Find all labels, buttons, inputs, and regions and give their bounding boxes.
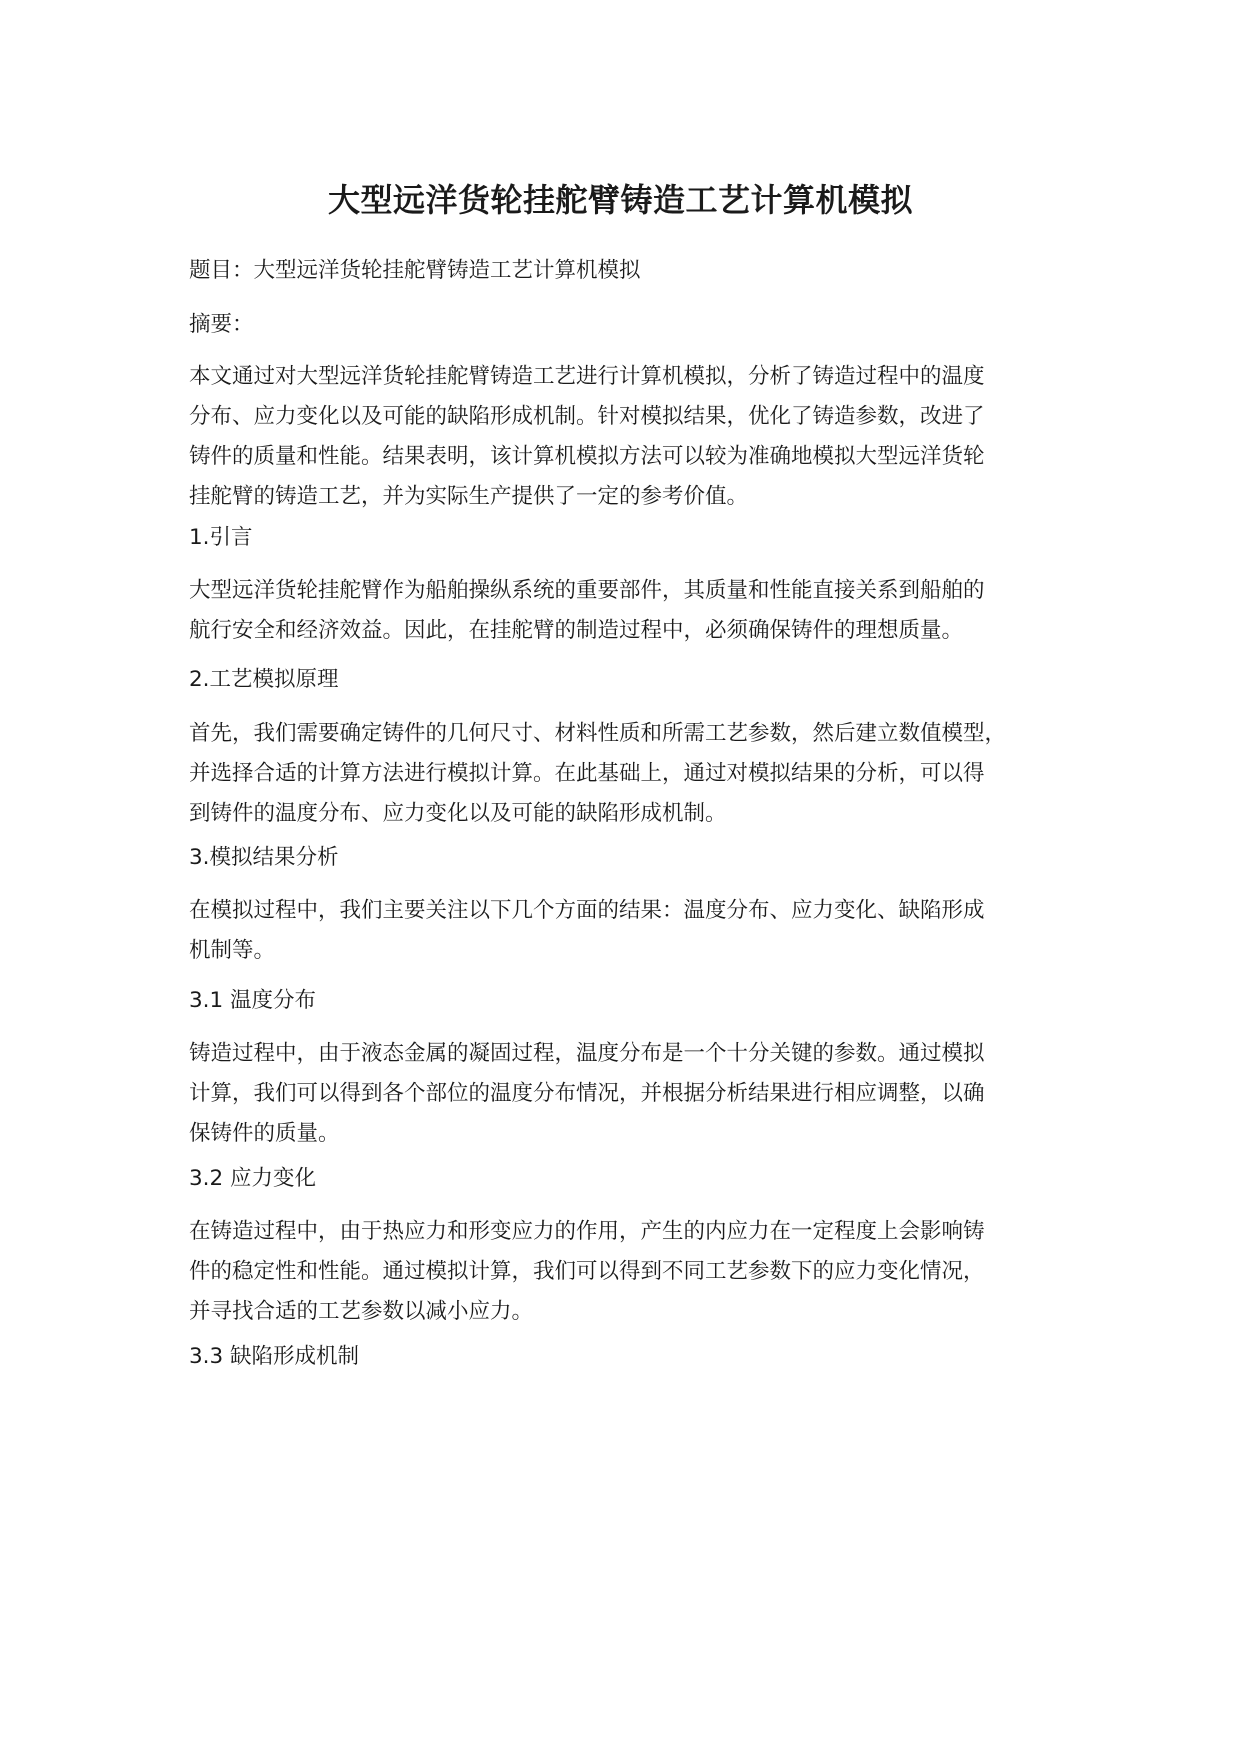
section-heading-defects: 3.3 缺陷形成机制: [189, 1344, 360, 1369]
paragraph-line: 保铸件的质量。: [189, 1121, 340, 1146]
paragraph-line: 铸造过程中，由于液态金属的凝固过程，温度分布是一个十分关键的参数。通过模拟: [189, 1041, 985, 1066]
section-paragraph-principle: [189, 714, 1089, 834]
section-heading-principle: 2.工艺模拟原理: [189, 667, 339, 692]
topic-line: 题目：大型远洋货轮挂舵臂铸造工艺计算机模拟: [189, 258, 641, 283]
paragraph-line: 到铸件的温度分布、应力变化以及可能的缺陷形成机制。: [189, 801, 727, 826]
paragraph-line: 首先，我们需要确定铸件的几何尺寸、材料性质和所需工艺参数，然后建立数值模型，: [189, 721, 1007, 746]
paragraph-line: 航行安全和经济效益。因此，在挂舵臂的制造过程中，必须确保铸件的理想质量。: [189, 618, 964, 643]
abstract-label: 摘要：: [189, 312, 254, 337]
section-heading-results: 3.模拟结果分析: [189, 845, 339, 870]
section-paragraph-results: [189, 891, 1089, 971]
paragraph-line: 并选择合适的计算方法进行模拟计算。在此基础上，通过对模拟结果的分析，可以得: [189, 761, 985, 786]
section-heading-introduction: 1.引言: [189, 525, 253, 550]
section-paragraph-temperature: [189, 1034, 1089, 1154]
paragraph-line: 机制等。: [189, 938, 276, 963]
document-title: 大型远洋货轮挂舵臂铸造工艺计算机模拟: [327, 181, 913, 219]
paragraph-line: 在模拟过程中，我们主要关注以下几个方面的结果：温度分布、应力变化、缺陷形成: [189, 898, 985, 923]
paragraph-line: 计算，我们可以得到各个部位的温度分布情况，并根据分析结果进行相应调整，以确: [189, 1081, 985, 1106]
section-heading-temperature: 3.1 温度分布: [189, 988, 317, 1013]
abstract-line: 挂舵臂的铸造工艺，并为实际生产提供了一定的参考价值。: [189, 484, 749, 509]
section-paragraph-stress: [189, 1212, 1089, 1332]
abstract-line: 铸件的质量和性能。结果表明，该计算机模拟方法可以较为准确地模拟大型远洋货轮: [189, 444, 985, 469]
paragraph-line: 并寻找合适的工艺参数以减小应力。: [189, 1299, 534, 1324]
paragraph-line: 件的稳定性和性能。通过模拟计算，我们可以得到不同工艺参数下的应力变化情况，: [189, 1259, 985, 1284]
section-heading-stress: 3.2 应力变化: [189, 1166, 317, 1191]
abstract-paragraph: [189, 357, 1089, 517]
abstract-line: 本文通过对大型远洋货轮挂舵臂铸造工艺进行计算机模拟，分析了铸造过程中的温度: [189, 364, 985, 389]
section-paragraph-introduction: [189, 571, 1089, 651]
paragraph-line: 大型远洋货轮挂舵臂作为船舶操纵系统的重要部件，其质量和性能直接关系到船舶的: [189, 578, 985, 603]
abstract-line: 分布、应力变化以及可能的缺陷形成机制。针对模拟结果，优化了铸造参数，改进了: [189, 404, 985, 429]
paragraph-line: 在铸造过程中，由于热应力和形变应力的作用，产生的内应力在一定程度上会影响铸: [189, 1219, 985, 1244]
